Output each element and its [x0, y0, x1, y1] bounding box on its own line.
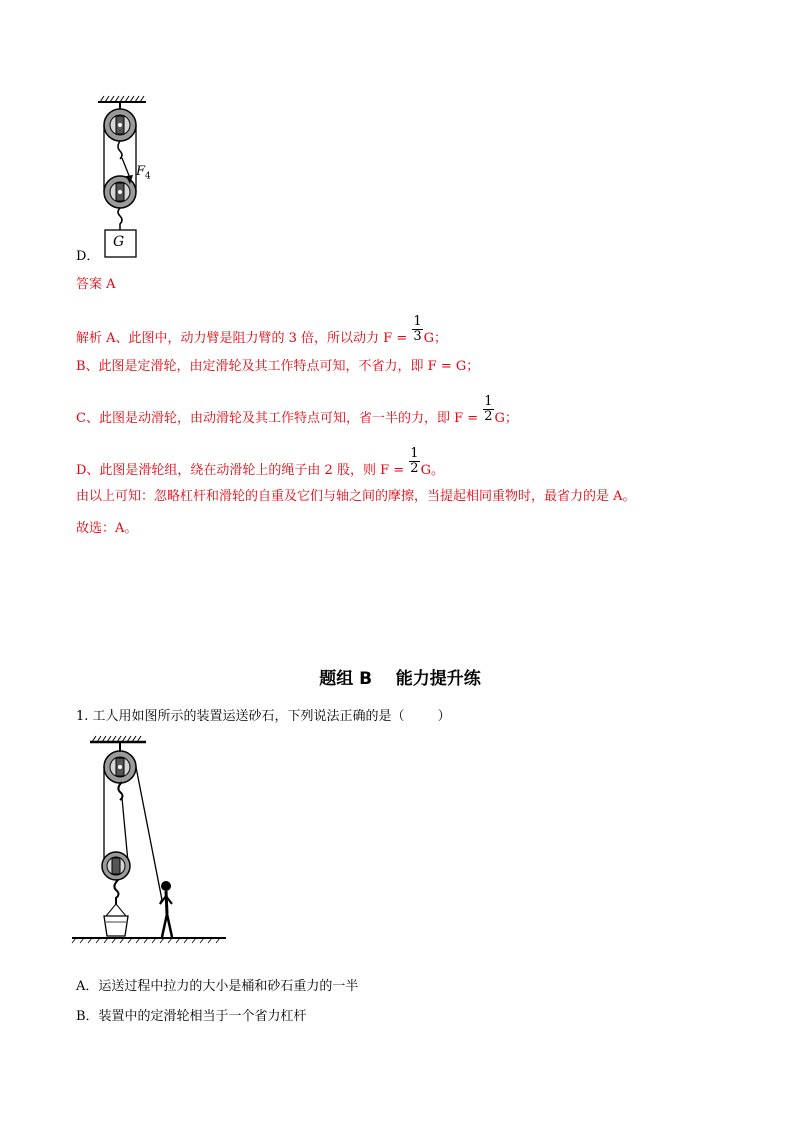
fraction-numerator: 1	[410, 446, 419, 461]
force-label-subscript: 4	[145, 171, 151, 182]
analysis-choice: 故选：A。	[76, 521, 138, 536]
fraction-one-half	[483, 395, 493, 424]
fraction-numerator: 1	[484, 394, 493, 409]
force-label-letter: F	[136, 164, 146, 179]
fraction-numerator: 1	[413, 314, 422, 329]
analysis-a-suffix: G；	[423, 331, 448, 346]
question-1-stem: 1. 工人用如图所示的装置运送砂石，下列说法正确的是（ ）	[76, 709, 451, 724]
analysis-c-suffix: G；	[494, 411, 518, 426]
analysis-summary: 由以上可知：忽略杠杆和滑轮的自重及它们与轴之间的摩擦，当提起相同重物时，最省力的是 A。	[76, 489, 636, 504]
fraction-one-half	[409, 447, 419, 476]
section-title: 题组 B 能力提升练	[319, 669, 481, 689]
analysis-a-text: 解析 A、此图中，动力臂是阻力臂的 3 倍，所以动力 F =	[76, 331, 408, 346]
analysis-line-b: B、此图是定滑轮，由定滑轮及其工作特点可知，不省力，即 F = G；	[76, 359, 480, 374]
fraction-one-third	[412, 315, 422, 344]
option-d-label: D．	[76, 249, 100, 264]
force-label-f4	[136, 164, 151, 182]
analysis-c-text: C、此图是动滑轮，由动滑轮及其工作特点可知，省一半的力，即 F =	[76, 411, 479, 426]
analysis-d-suffix: G。	[420, 463, 444, 478]
worker-pulley-figure	[70, 732, 230, 947]
analysis-line-a	[76, 314, 448, 353]
question-1-option-a: A．运送过程中拉力的大小是桶和砂石重力的一半	[76, 979, 359, 994]
weight-label: G	[113, 234, 125, 250]
fraction-denominator: 3	[413, 329, 422, 344]
analysis-line-d	[76, 446, 444, 485]
analysis-line-c	[76, 394, 518, 433]
analysis-d-text: D、此图是滑轮组，绕在动滑轮上的绳子由 2 股，则 F =	[76, 463, 405, 478]
fraction-denominator: 2	[410, 461, 419, 476]
pulley-block-figure	[88, 92, 168, 262]
answer-line: 答案 A	[76, 277, 116, 292]
fraction-denominator: 2	[484, 409, 493, 424]
question-1-option-b: B．装置中的定滑轮相当于一个省力杠杆	[76, 1009, 307, 1024]
